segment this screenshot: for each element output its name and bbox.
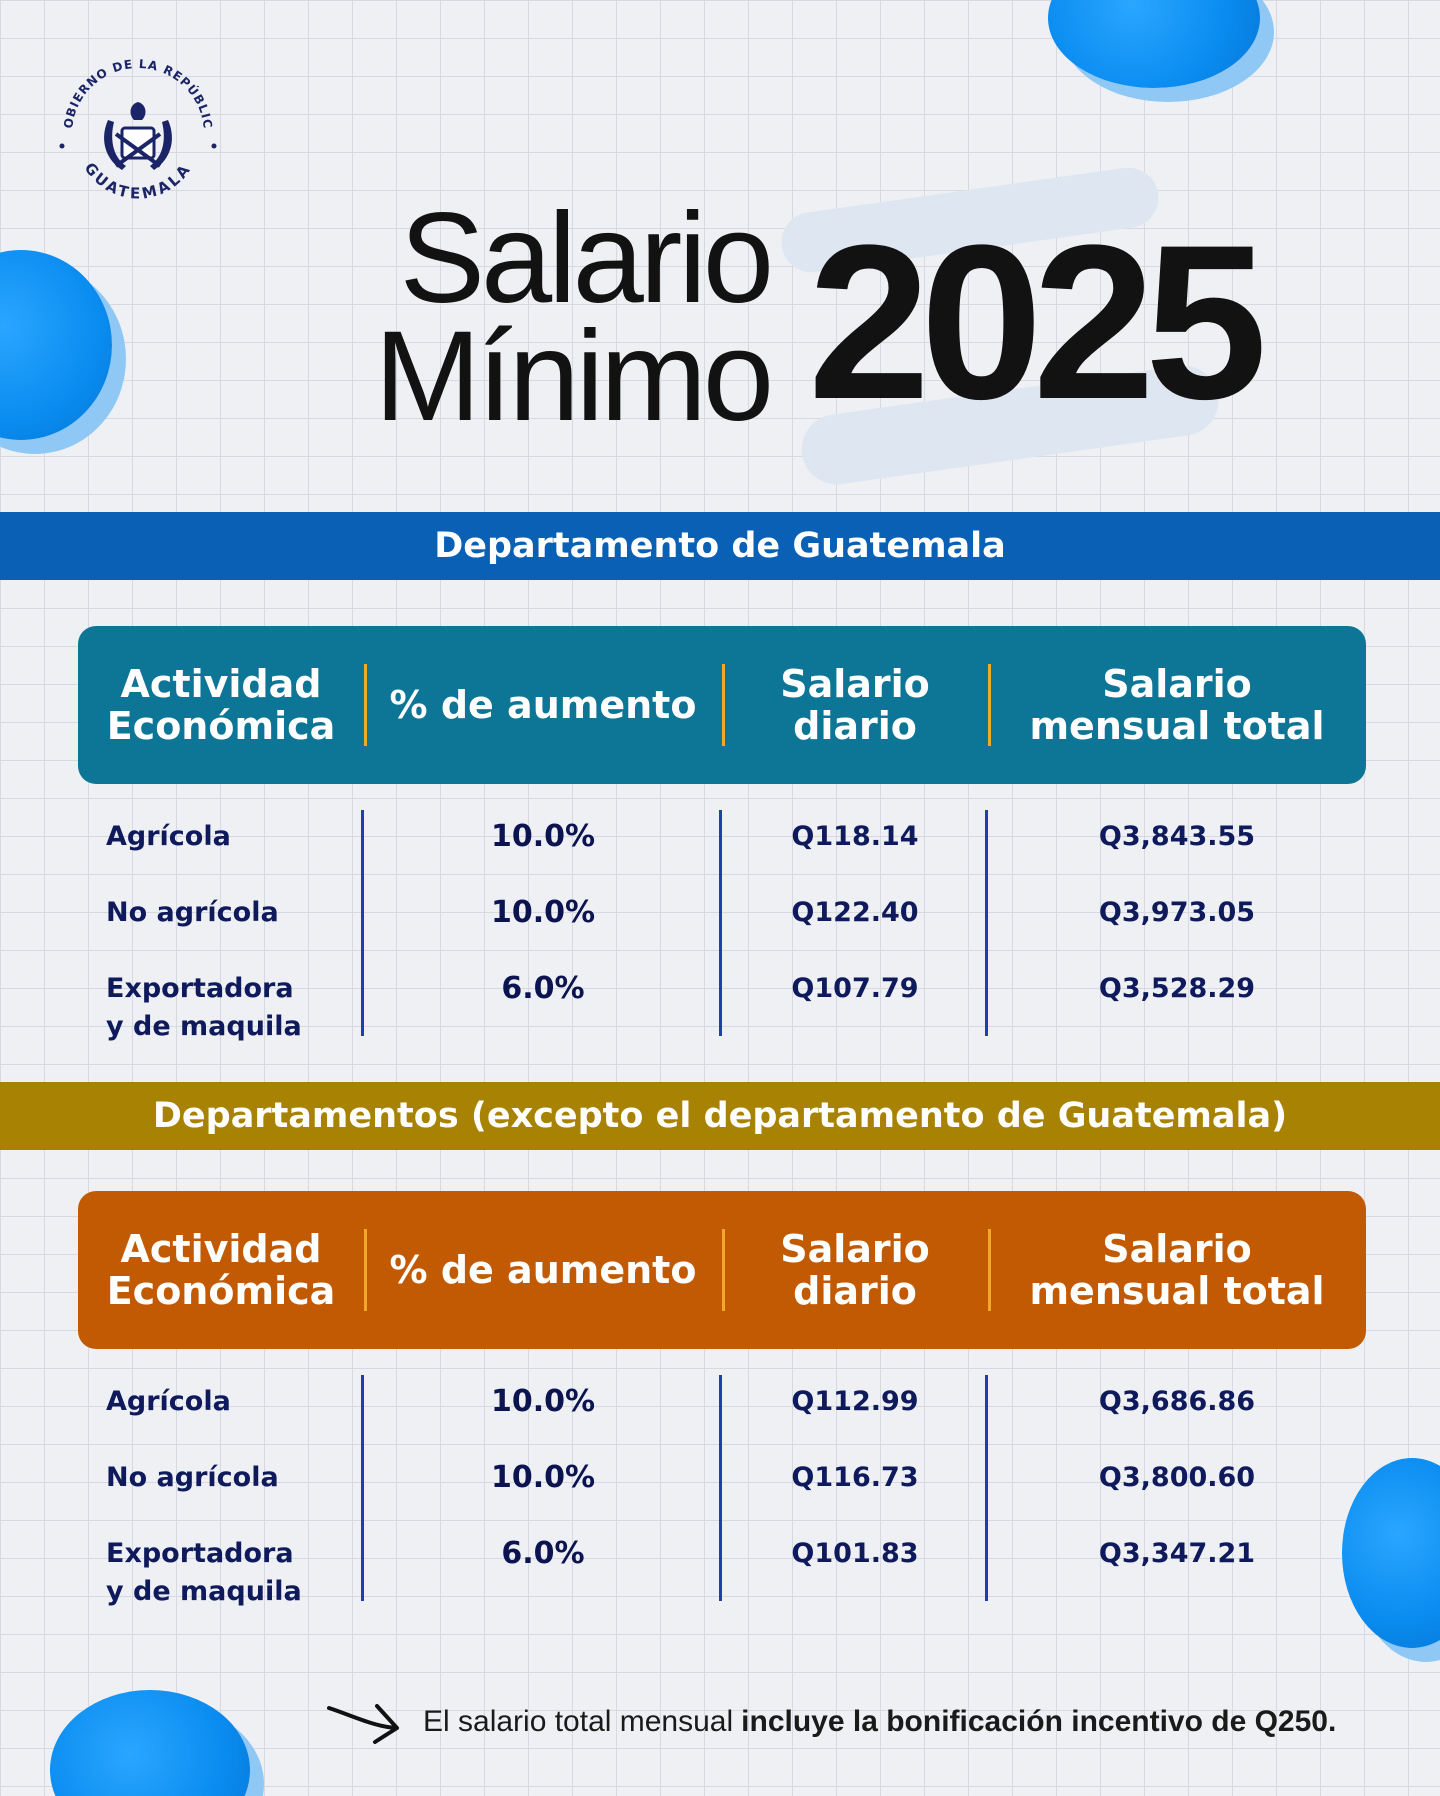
table-header	[78, 1191, 1366, 1349]
cell-monthly: Q3,843.55	[1098, 821, 1256, 852]
cell-activity: Agrícola	[106, 821, 231, 852]
header-text: diario	[793, 1269, 917, 1313]
cell-daily: Q112.99	[791, 1386, 919, 1417]
footer-note	[325, 1692, 1336, 1752]
section-band-otros-departamentos	[0, 1082, 1440, 1150]
cell-activity: No agrícola	[106, 1462, 279, 1493]
table-header	[78, 626, 1366, 784]
section-band-guatemala	[0, 512, 1440, 580]
cell-daily: Q116.73	[791, 1462, 919, 1493]
table-body	[78, 810, 1366, 1042]
cell-monthly: Q3,528.29	[1098, 973, 1256, 1004]
cell-daily: Q107.79	[791, 973, 919, 1004]
header-actividad	[78, 664, 364, 746]
header-salario-mensual	[988, 664, 1366, 746]
header-text: Salario	[1102, 662, 1252, 706]
header-text: Salario	[780, 1227, 930, 1271]
cell-daily: Q101.83	[791, 1538, 919, 1569]
cell-monthly: Q3,686.86	[1098, 1386, 1256, 1417]
header-text: Económica	[106, 1269, 336, 1313]
header-salario-mensual	[988, 1229, 1366, 1311]
cell-monthly: Q3,973.05	[1098, 897, 1256, 928]
header-actividad	[78, 1229, 364, 1311]
cell-increase: 10.0%	[490, 1460, 596, 1495]
title-line-minimo: Mínimo	[374, 305, 770, 448]
table-row	[78, 970, 1366, 1046]
decorative-blob-left	[0, 250, 112, 440]
cell-monthly: Q3,800.60	[1098, 1462, 1256, 1493]
cell-increase: 6.0%	[501, 1536, 585, 1571]
cell-increase: 6.0%	[501, 971, 585, 1006]
header-text: mensual total	[1029, 704, 1325, 748]
title-year: 2025	[808, 199, 1258, 445]
table-row	[78, 1535, 1366, 1611]
header-text: Actividad	[120, 662, 322, 706]
decorative-blob-top-right	[1048, 0, 1260, 88]
seal-top-text: OBIERNO DE LA REPÚBLIC	[61, 56, 215, 130]
footer-text-bold: incluye la bonificación incentivo de Q250.	[741, 1705, 1337, 1738]
decorative-blob-bottom-left	[50, 1690, 250, 1796]
cell-increase: 10.0%	[490, 895, 596, 930]
header-aumento	[364, 1229, 722, 1311]
header-text: % de aumento	[389, 683, 697, 727]
cell-daily: Q118.14	[791, 821, 919, 852]
cell-activity: No agrícola	[106, 897, 279, 928]
header-text: Salario	[780, 662, 930, 706]
table-row	[78, 818, 1366, 856]
seal-bottom-text: GUATEMALA	[80, 159, 196, 203]
cell-activity: Exportadora y de maquila	[106, 973, 302, 1042]
title-block	[320, 187, 770, 448]
header-salario-diario	[722, 664, 988, 746]
cell-increase: 10.0%	[490, 1384, 596, 1419]
cell-increase: 10.0%	[490, 819, 596, 854]
header-text: mensual total	[1029, 1269, 1325, 1313]
cell-activity: Exportadora y de maquila	[106, 1538, 302, 1607]
header-salario-diario	[722, 1229, 988, 1311]
header-text: diario	[793, 704, 917, 748]
section-band-label: Departamentos (excepto el departamento de Guatemala)	[152, 1096, 1288, 1136]
arrow-icon	[325, 1688, 405, 1756]
header-text: Actividad	[120, 1227, 322, 1271]
header-text: Salario	[1102, 1227, 1252, 1271]
svg-text:GUATEMALA	[81, 159, 196, 203]
table-body	[78, 1375, 1366, 1607]
government-seal-logo	[50, 42, 226, 218]
title-line-salario: Salario	[399, 187, 770, 330]
cell-monthly: Q3,347.21	[1098, 1538, 1256, 1569]
table-row	[78, 1383, 1366, 1421]
header-text: Económica	[106, 704, 336, 748]
header-aumento	[364, 664, 722, 746]
section-band-label: Departamento de Guatemala	[434, 526, 1006, 566]
cell-activity: Agrícola	[106, 1386, 231, 1417]
header-text: % de aumento	[389, 1248, 697, 1292]
footer-text-light: El salario total mensual	[423, 1705, 734, 1738]
cell-daily: Q122.40	[791, 897, 919, 928]
table-row	[78, 1459, 1366, 1497]
table-row	[78, 894, 1366, 932]
